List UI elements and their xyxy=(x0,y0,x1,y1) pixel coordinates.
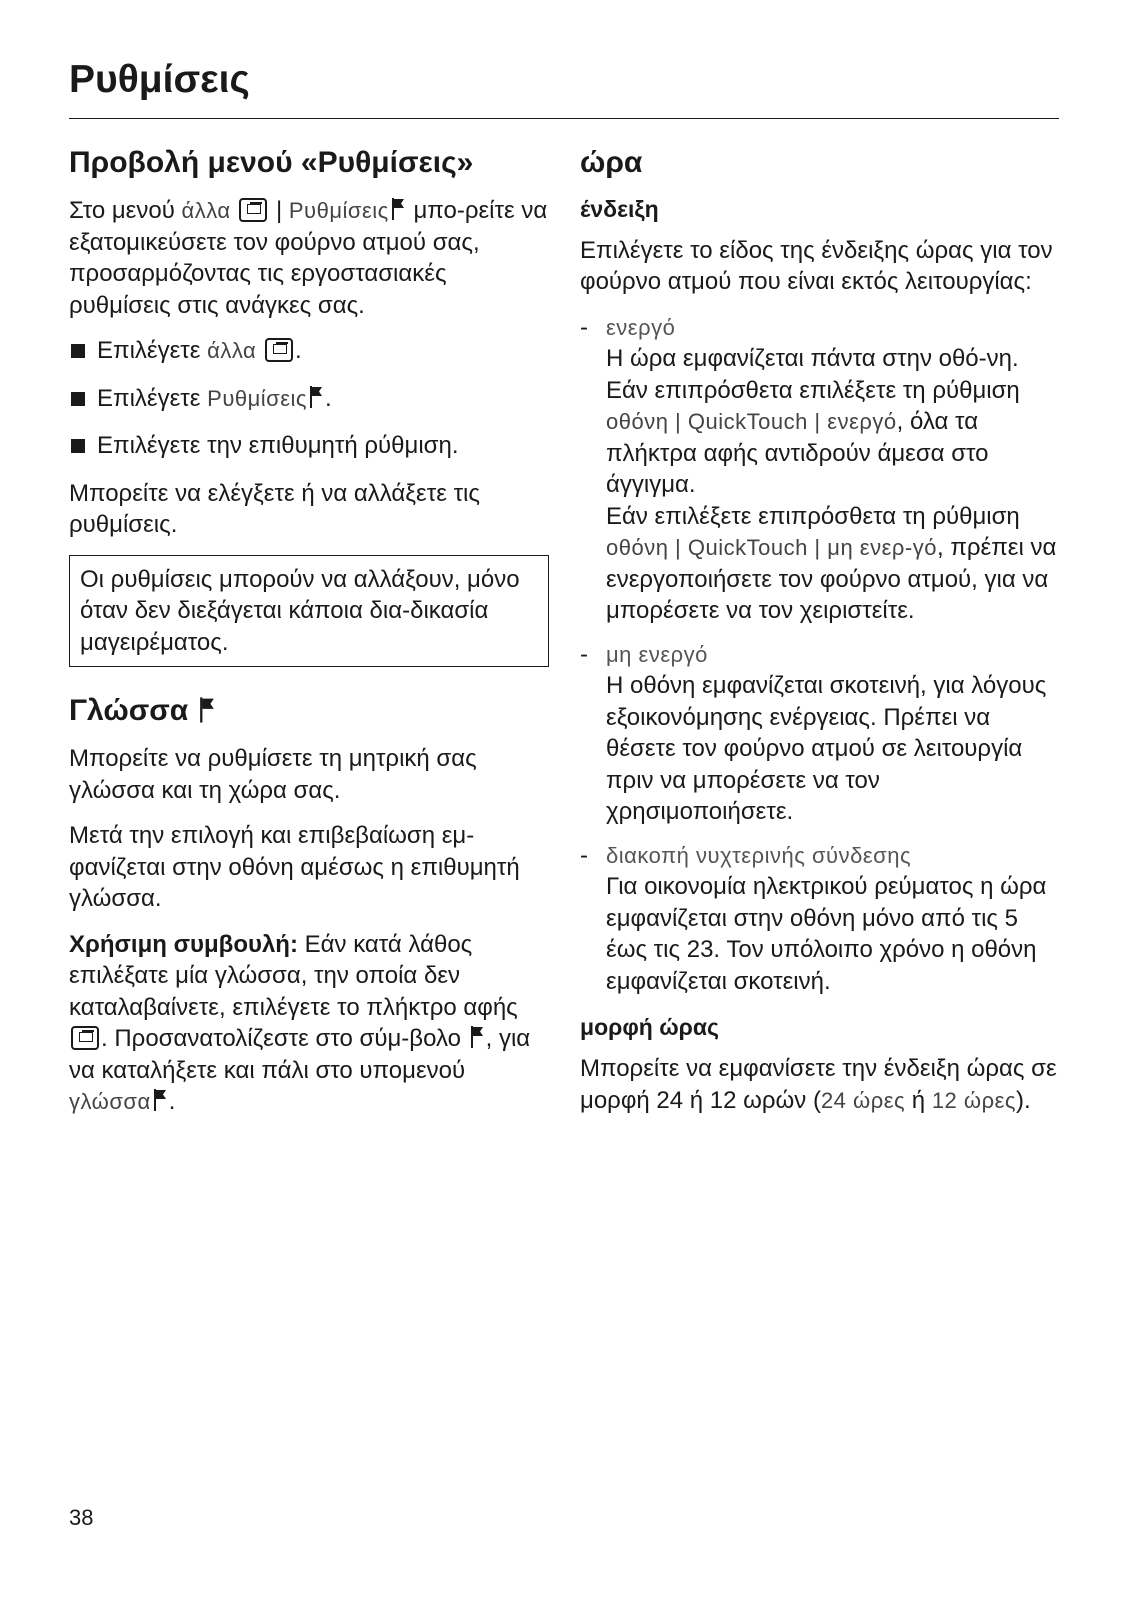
step-1-end: . xyxy=(294,337,302,364)
notice-box xyxy=(69,555,549,668)
header-rule xyxy=(69,118,1059,119)
format-para xyxy=(580,1053,1058,1116)
option-active-text-3-end: , πρέπει να ενεργοποιήσετε τον φούρνο ατμού, για να μπορέσετε να τον χειριστείτε. xyxy=(606,534,1057,625)
step-2-end: . xyxy=(325,384,332,412)
option-inactive xyxy=(580,639,1058,828)
step-3 xyxy=(69,430,549,462)
tip-text-1: Εάν κατά λάθος επιλέξατε μία γλώσσα, την οποία δεν καταλαβαίνετε, επιλέγετε το πλήκτρο αφής xyxy=(69,930,518,1021)
notice-text: Οι ρυθμίσεις μπορούν να αλλάξουν, μόνο όταν δεν διεξάγεται κάποια δια-δικασία μαγειρέματος. xyxy=(80,565,520,656)
option-active-text-3: Εάν επιλέξετε επιπρόσθετα τη ρύθμιση xyxy=(606,502,1020,530)
menu-view-intro xyxy=(69,195,549,321)
page-header xyxy=(69,60,1059,117)
other-menu-icon xyxy=(239,198,267,222)
settings-flag-icon xyxy=(199,696,215,724)
right-column xyxy=(580,145,1058,1130)
step-2-text xyxy=(97,383,332,415)
step-bullet xyxy=(71,344,85,358)
option-active-body xyxy=(606,312,1058,627)
time-title: ώρα xyxy=(580,146,643,179)
menu-path-other: άλλα xyxy=(181,198,231,223)
intro-text-end: μπο-ρείτε να εξατομικεύσετε τον φούρνο ατμού σας, προσαρμόζοντας τις εργοστασιακές ρυθμίσεις στις ανάγκες σας. xyxy=(69,197,548,319)
step-1 xyxy=(69,335,549,367)
time-section xyxy=(580,145,1058,1116)
language-para-2: Μετά την επιλογή και επιβεβαίωση εμ-φανίζεται στην οθόνη αμέσως η επιθυμητή γλώσσα. xyxy=(69,822,520,912)
format-option-24: 24 ώρες xyxy=(820,1087,906,1113)
language-tip xyxy=(69,929,549,1118)
step-2 xyxy=(69,383,549,415)
option-night-off xyxy=(580,840,1058,998)
tip-label: Χρήσιμη συμβουλή: xyxy=(69,930,298,958)
step-1-verb: Επιλέγετε xyxy=(97,337,201,364)
other-menu-icon xyxy=(71,1026,99,1050)
step-bullet xyxy=(71,439,85,453)
page-number: 38 xyxy=(69,1505,94,1530)
settings-flag-icon xyxy=(309,385,323,409)
menu-path-settings: Ρυθμίσεις xyxy=(288,198,389,223)
format-option-12: 12 ώρες xyxy=(931,1087,1016,1113)
tip-end: . xyxy=(168,1088,176,1115)
tip-text-3: , για να καταλήξετε και πάλι στο υπομενού xyxy=(69,1025,531,1084)
dash-marker: - xyxy=(580,313,588,341)
step-2-item: Ρυθμίσεις xyxy=(207,385,308,411)
display-para: Επιλέγετε το είδος της ένδειξης ώρας για τον φούρνο ατμού που είναι εκτός λειτουργίας: xyxy=(580,236,1053,296)
option-night-off-body xyxy=(606,840,1058,998)
tip-text-2: . Προσανατολίζεστε στο σύμ-βολο xyxy=(101,1025,461,1052)
option-active-text-2: Εάν επιπρόσθετα επιλέξετε τη ρύθμιση xyxy=(606,376,1020,404)
option-night-off-label: διακοπή νυχτερινής σύνδεσης xyxy=(606,842,912,868)
settings-flag-icon xyxy=(470,1025,484,1049)
language-section xyxy=(69,693,549,1118)
step-1-item: άλλα xyxy=(207,338,257,363)
format-or: ή xyxy=(905,1086,932,1114)
other-menu-icon xyxy=(265,338,293,362)
path-separator: | xyxy=(275,197,283,224)
format-text: Μπορείτε να εμφανίσετε την ένδειξη ώρας σε μορφή 24 ή 12 ωρών ( xyxy=(580,1055,1057,1114)
display-subtitle: ένδειξη xyxy=(580,196,659,222)
language-para-1: Μπορείτε να ρυθμίσετε τη μητρική σας γλώσσα και τη χώρα σας. xyxy=(69,745,477,804)
option-active-label: ενεργό xyxy=(606,314,676,340)
step-1-text xyxy=(97,335,302,367)
page-title: Ρυθμίσεις xyxy=(69,58,250,101)
option-active-text-2-end: , όλα τα πλήκτρα αφής αντιδρούν άμεσα στο άγγιγμα. xyxy=(606,408,989,499)
option-inactive-text: Η οθόνη εμφανίζεται σκοτεινή, για λόγους εξοικονόμησης ενέργειας. Πρέπει να θέσετε τον φούρνο ατμού σε λειτουργία πριν να μπορέσετε να τον χρησιμοποιήσετε. xyxy=(606,672,1047,826)
step-3-text: Επιλέγετε την επιθυμητή ρύθμιση. xyxy=(97,432,459,459)
option-inactive-label: μη ενεργό xyxy=(606,641,708,667)
language-title xyxy=(69,693,549,729)
option-active-text-1: Η ώρα εμφανίζεται πάντα στην οθό-νη. xyxy=(606,345,1019,373)
left-column xyxy=(69,145,549,1132)
settings-flag-icon xyxy=(391,197,405,221)
menu-view-para: Μπορείτε να ελέγξετε ή να αλλάξετε τις ρυθμίσεις. xyxy=(69,479,480,538)
menu-view-section xyxy=(69,145,549,667)
step-bullet xyxy=(71,392,85,406)
quicktouch-active-path: οθόνη | QuickTouch | ενεργό xyxy=(606,409,897,435)
step-2-verb: Επιλέγετε xyxy=(97,384,201,412)
option-active xyxy=(580,312,1058,627)
tip-language-item: γλώσσα xyxy=(69,1089,151,1114)
dash-marker: - xyxy=(580,841,588,869)
dash-marker: - xyxy=(580,640,588,668)
intro-text: Στο μενού xyxy=(69,197,175,224)
option-inactive-body xyxy=(606,639,1058,828)
quicktouch-inactive-path: οθόνη | QuickTouch | μη ενερ-γό xyxy=(606,535,937,561)
option-night-off-text: Για οικονομία ηλεκτρικού ρεύματος η ώρα εμφανίζεται στην οθόνη μόνο από τις 5 έως τις 23. Τον υπόλοιπο χρόνο η οθόνη εμφανίζεται σκοτεινή. xyxy=(606,873,1047,995)
menu-view-title: Προβολή μενού «Ρυθμίσεις» xyxy=(69,146,474,179)
format-text-end: ). xyxy=(1016,1086,1031,1114)
settings-flag-icon xyxy=(153,1088,167,1112)
language-title-text: Γλώσσα xyxy=(69,694,189,727)
format-subtitle: μορφή ώρας xyxy=(580,1014,719,1041)
